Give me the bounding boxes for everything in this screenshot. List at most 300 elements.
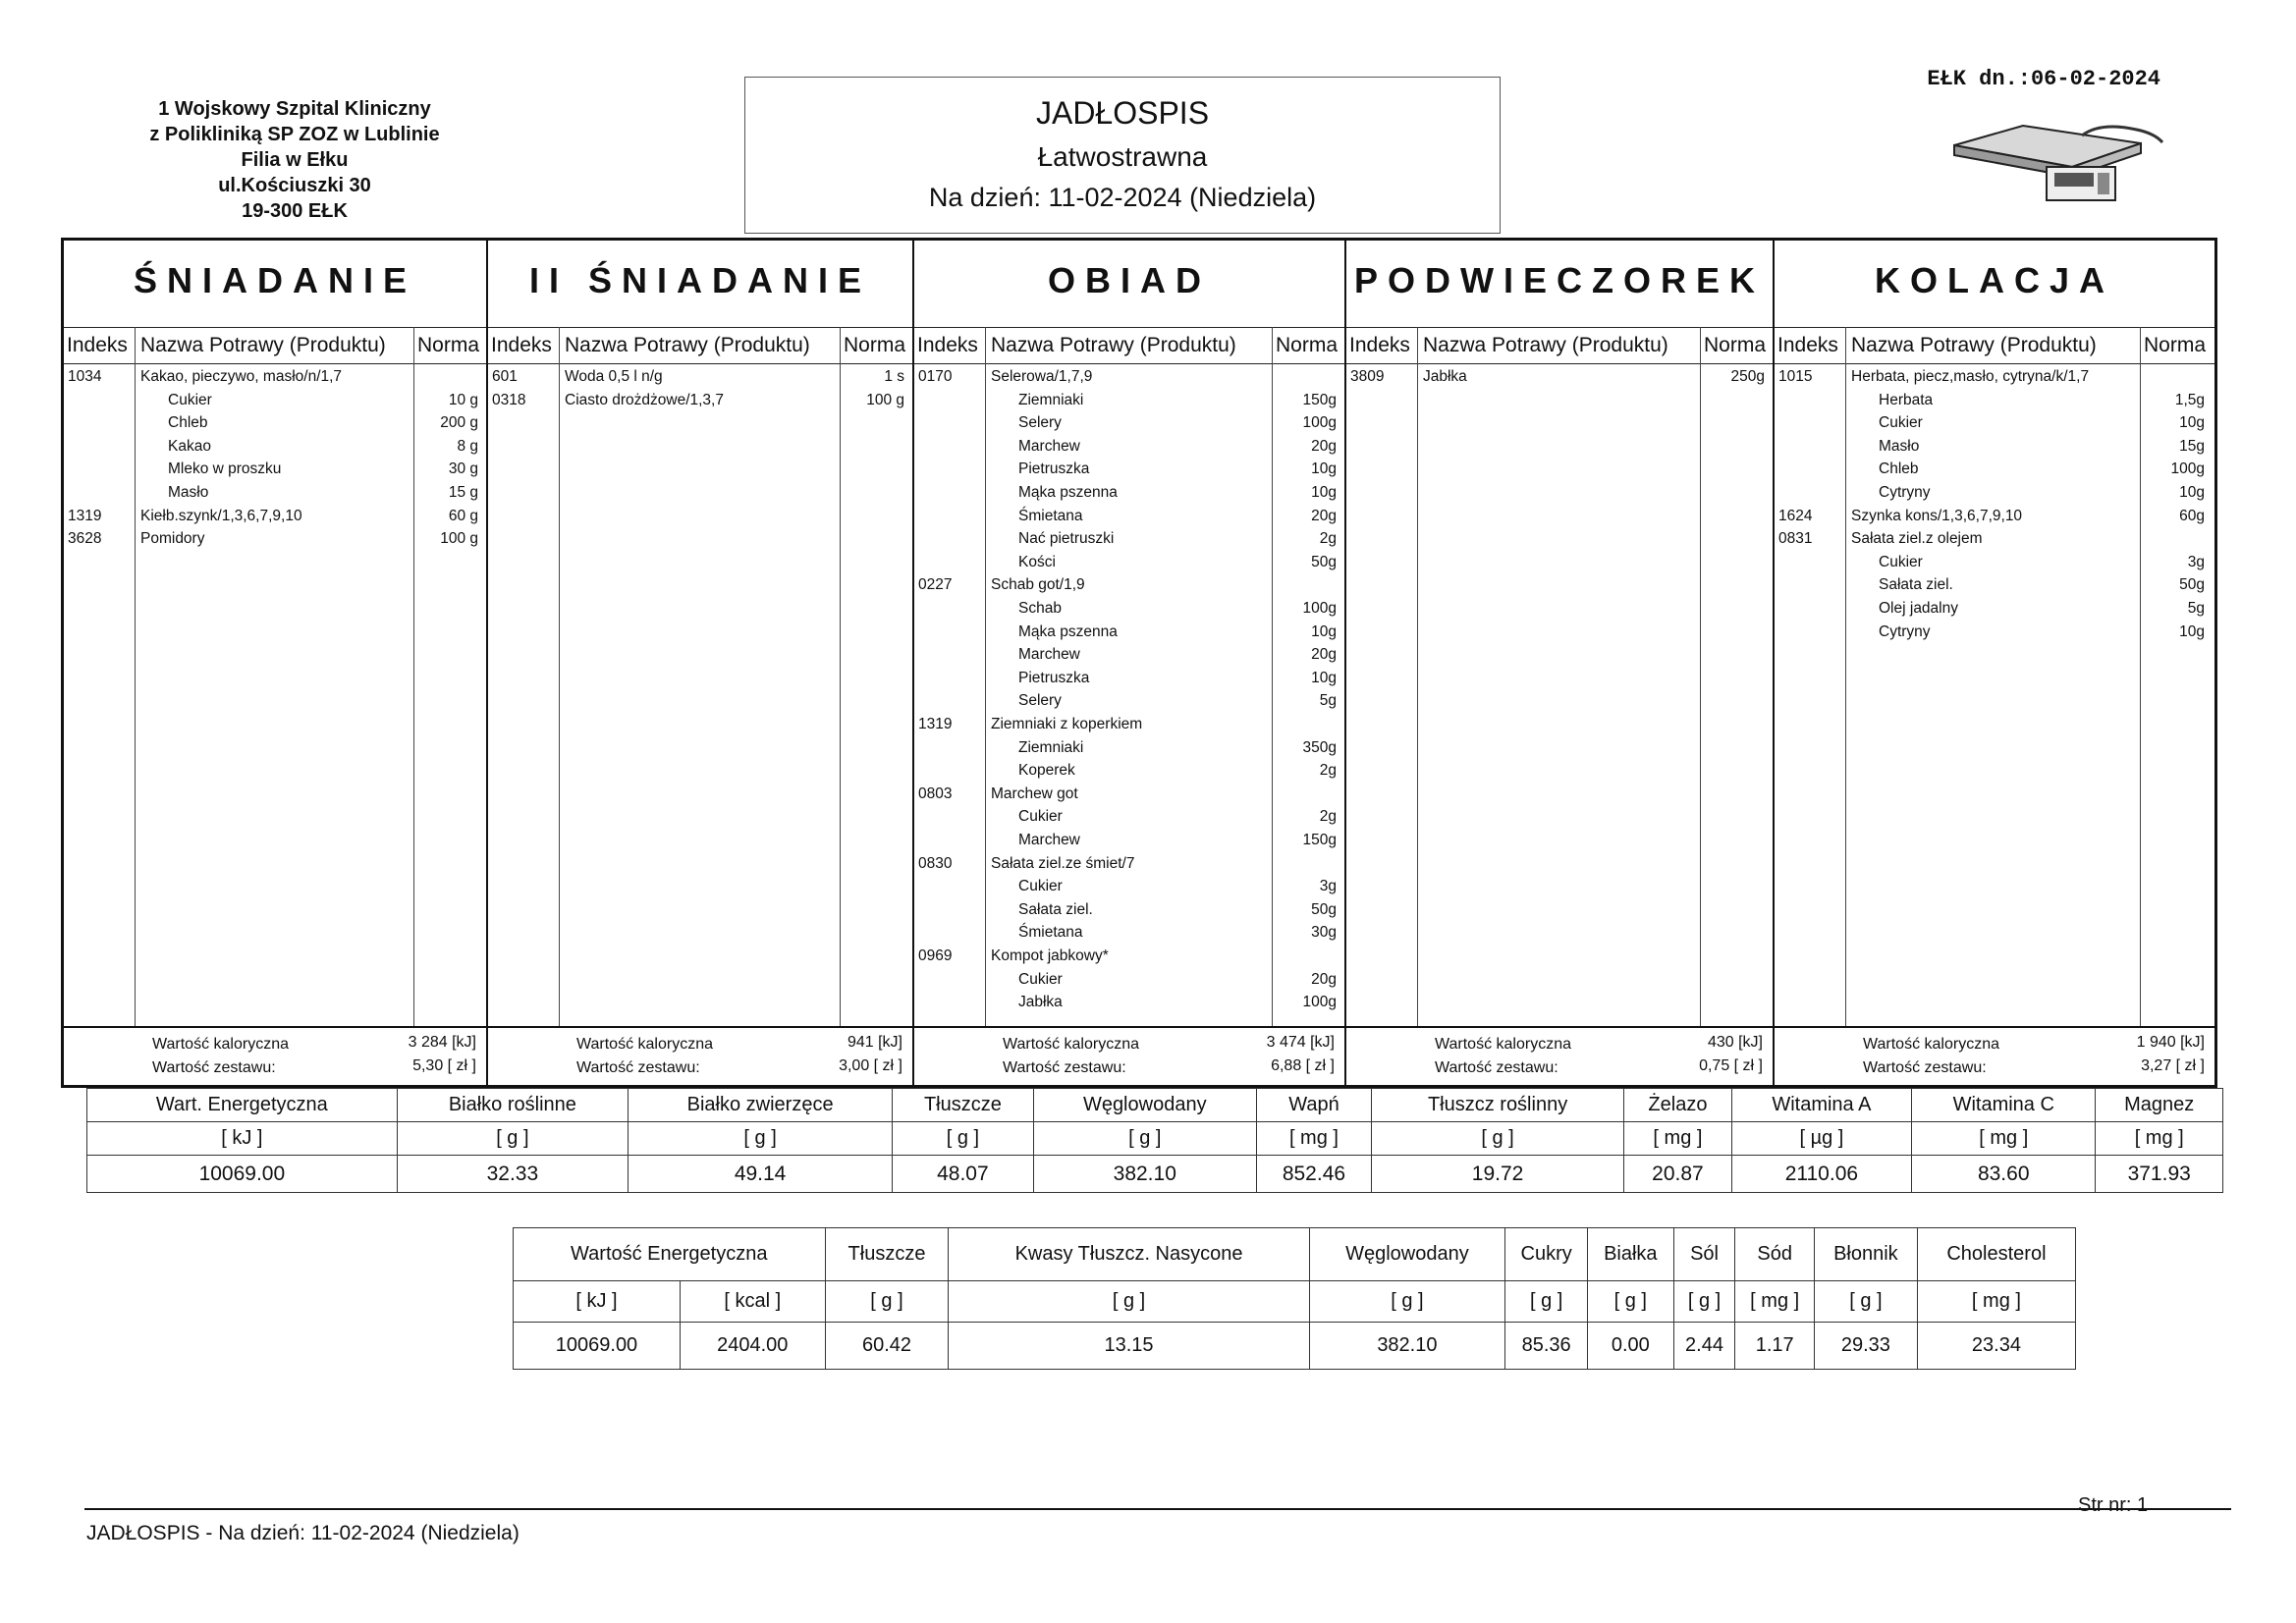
meal-column (1775, 241, 2214, 1085)
summary-header-cell: Sód (1735, 1228, 1814, 1281)
menu-item-row (64, 414, 486, 436)
menu-item-row (1775, 576, 2214, 598)
item-name: Masło (168, 484, 209, 501)
item-norm: 3g (2187, 553, 2205, 570)
item-norm: 60 g (448, 507, 478, 524)
item-name: Chleb (168, 414, 208, 432)
menu-item-row (914, 762, 1344, 784)
summary-header-cell: Wartość Energetyczna (514, 1228, 826, 1281)
item-norm: 50g (2179, 576, 2205, 594)
cost-value: 5,30 [ zł ] (412, 1057, 476, 1074)
nutrition-cell: 10069.00 (87, 1156, 398, 1193)
menu-item-row (914, 368, 1344, 390)
item-norm: 30 g (448, 460, 478, 478)
item-norm: 150g (1302, 832, 1337, 848)
energy-value: 1 940 [kJ] (2136, 1034, 2205, 1051)
menu-item-row (914, 530, 1344, 552)
nutrition-cell: [ g ] (1372, 1122, 1624, 1156)
menu-item-row (64, 438, 486, 460)
meal-footer (488, 1026, 912, 1085)
summary-cell: 23.34 (1917, 1323, 2075, 1370)
nutrition-cell: Węglowodany (1033, 1089, 1256, 1122)
summary-cell: [ kcal ] (680, 1281, 825, 1323)
item-norm: 250g (1730, 368, 1765, 385)
column-header-index: Indeks (491, 334, 552, 356)
issue-date: EŁK dn.:06-02-2024 (1927, 67, 2160, 91)
nutrition-cell: [ kJ ] (87, 1122, 398, 1156)
column-header-norm: Norma (1704, 334, 1767, 356)
nutrition-units-row (87, 1122, 2223, 1156)
item-norm: 20g (1311, 970, 1337, 988)
item-name: Jabłka (1018, 994, 1063, 1011)
nutrition-cell: [ µg ] (1731, 1122, 1911, 1156)
nutrition-cell: 32.33 (397, 1156, 628, 1193)
item-norm: 20g (1311, 437, 1337, 455)
summary-header-cell: Cukry (1505, 1228, 1588, 1281)
summary-values-row (514, 1323, 2076, 1370)
menu-item-row (1775, 508, 2214, 529)
item-norm: 10g (1311, 622, 1337, 640)
item-name: Mąka pszenna (1018, 622, 1118, 640)
item-norm: 10g (1311, 484, 1337, 501)
menu-item-row (64, 368, 486, 390)
item-norm: 10g (1311, 669, 1337, 686)
item-norm: 2g (1319, 762, 1337, 780)
menu-item-row (914, 901, 1344, 923)
item-norm: 100g (1302, 994, 1337, 1011)
column-header-row (64, 327, 486, 364)
menu-item-row (64, 392, 486, 413)
item-norm: 100g (1302, 600, 1337, 617)
item-name: Selerowa/1,7,9 (991, 368, 1093, 385)
summary-header-cell: Cholesterol (1917, 1228, 2075, 1281)
item-name: Sałata ziel. (1018, 900, 1093, 918)
menu-item-row (1775, 438, 2214, 460)
item-name: Ciasto drożdżowe/1,3,7 (565, 391, 724, 408)
item-name: Pietruszka (1018, 460, 1090, 478)
item-name: Śmietana (1018, 924, 1083, 942)
nutrition-cell: Żelazo (1624, 1089, 1732, 1122)
item-index: 0318 (492, 391, 526, 408)
item-name: Herbata, piecz,masło, cytryna/k/1,7 (1851, 368, 2090, 385)
column-header-index: Indeks (1777, 334, 1838, 356)
item-norm: 50g (1311, 553, 1337, 570)
column-header-row (914, 327, 1344, 364)
column-header-name: Nazwa Potrawy (Produktu) (565, 334, 810, 356)
item-index: 0803 (918, 784, 953, 802)
summary-cell: 1.17 (1735, 1323, 1814, 1370)
column-header-norm: Norma (1276, 334, 1339, 356)
nutrition-headers-row (87, 1089, 2223, 1122)
item-name: Marchew got (991, 784, 1078, 802)
energy-value: 3 284 [kJ] (408, 1034, 476, 1051)
energy-value: 430 [kJ] (1707, 1034, 1763, 1051)
menu-item-row (914, 947, 1344, 969)
column-header-norm: Norma (417, 334, 480, 356)
energy-value: 941 [kJ] (847, 1034, 902, 1051)
item-norm: 200 g (440, 414, 478, 432)
menu-item-row (64, 484, 486, 506)
nutrition-cell: 48.07 (893, 1156, 1033, 1193)
summary-header-cell: Kwasy Tłuszcz. Nasycone (949, 1228, 1309, 1281)
column-header-name: Nazwa Potrawy (Produktu) (1423, 334, 1668, 356)
menu-item-row (914, 971, 1344, 993)
energy-label: Wartość kaloryczna (1435, 1036, 1571, 1053)
nutrition-cell: Tłuszcze (893, 1089, 1033, 1122)
menu-item-row (1775, 368, 2214, 390)
footer-menu-date: JADŁOSPIS - Na dzień: 11-02-2024 (Niedziela) (86, 1522, 519, 1544)
energy-value: 3 474 [kJ] (1266, 1034, 1335, 1051)
column-divider (559, 327, 560, 1028)
menu-item-row (488, 368, 912, 390)
menu-item-row (914, 670, 1344, 691)
item-name: Cukier (168, 391, 212, 408)
item-norm: 150g (1302, 391, 1337, 408)
item-name: Nać pietruszki (1018, 530, 1115, 548)
column-header-name: Nazwa Potrawy (Produktu) (991, 334, 1236, 356)
item-name: Kości (1018, 553, 1056, 570)
menu-item-row (914, 716, 1344, 737)
column-divider (1700, 327, 1701, 1028)
meal-footer (1775, 1026, 2214, 1085)
nutrition-cell: 83.60 (1912, 1156, 2096, 1193)
nutrition-cell: [ mg ] (2096, 1122, 2223, 1156)
nutrition-cell: Tłuszcz roślinny (1372, 1089, 1624, 1122)
nutrition-cell: Białko roślinne (397, 1089, 628, 1122)
item-norm: 100 g (440, 530, 478, 548)
diet-name: Łatwostrawna (1037, 141, 1208, 172)
item-norm: 1,5g (2174, 391, 2205, 408)
menu-item-row (914, 600, 1344, 622)
summary-headers-row (514, 1228, 2076, 1281)
nutrition-cell: Wart. Energetyczna (87, 1089, 398, 1122)
item-name: Herbata (1879, 391, 1934, 408)
item-index: 1624 (1778, 507, 1813, 524)
item-index: 3809 (1350, 368, 1385, 385)
item-index: 0830 (918, 854, 953, 872)
item-name: Marchew (1018, 832, 1080, 848)
menu-item-row (914, 414, 1344, 436)
column-header-norm: Norma (2144, 334, 2207, 356)
summary-header-cell: Białka (1588, 1228, 1673, 1281)
cost-label: Wartość zestawu: (152, 1059, 276, 1076)
item-name: Marchew (1018, 646, 1080, 664)
item-norm: 10g (2179, 622, 2205, 640)
menu-item-row (914, 855, 1344, 877)
cost-label: Wartość zestawu: (1863, 1059, 1987, 1076)
summary-cell: [ mg ] (1735, 1281, 1814, 1323)
menu-item-row (914, 392, 1344, 413)
nutrition-cell: [ mg ] (1256, 1122, 1371, 1156)
nutrition-cell: Witamina A (1731, 1089, 1911, 1122)
menu-item-row (914, 878, 1344, 899)
column-divider (840, 327, 841, 1028)
item-name: Ziemniaki (1018, 738, 1084, 756)
meal-title: ŚNIADANIE (133, 260, 417, 300)
item-index: 1319 (68, 507, 102, 524)
item-name: Jabłka (1423, 368, 1467, 385)
summary-cell: [ kJ ] (514, 1281, 681, 1323)
item-index: 0170 (918, 368, 953, 385)
nutrition-values-row (87, 1156, 2223, 1193)
item-name: Mleko w proszku (168, 460, 282, 478)
summary-cell: 85.36 (1505, 1323, 1588, 1370)
summary-header-cell: Tłuszcze (825, 1228, 949, 1281)
meal-column (914, 241, 1346, 1085)
item-norm: 20g (1311, 646, 1337, 664)
menu-item-row (1346, 368, 1773, 390)
menu-item-row (914, 646, 1344, 668)
menu-item-row (1775, 530, 2214, 552)
item-name: Kompot jabkowy* (991, 947, 1109, 964)
item-norm: 15 g (448, 484, 478, 501)
column-header-name: Nazwa Potrawy (Produktu) (1851, 334, 2097, 356)
item-name: Szynka kons/1,3,6,7,9,10 (1851, 507, 2023, 524)
energy-label: Wartość kaloryczna (576, 1036, 713, 1053)
item-name: Pomidory (140, 530, 205, 548)
item-name: Ziemniaki z koperkiem (991, 716, 1143, 732)
hospital-line-3: Filia w Ełku (241, 149, 349, 171)
item-norm: 350g (1302, 738, 1337, 756)
item-norm: 15g (2179, 437, 2205, 455)
item-index: 0969 (918, 947, 953, 964)
summary-cell: [ g ] (1505, 1281, 1588, 1323)
item-index: 1034 (68, 368, 102, 385)
menu-item-row (1775, 484, 2214, 506)
nutrition-cell: [ g ] (397, 1122, 628, 1156)
menu-item-row (914, 692, 1344, 714)
menu-item-row (914, 808, 1344, 830)
item-name: Ziemniaki (1018, 391, 1084, 408)
document-title: JADŁOSPIS (1035, 95, 1210, 131)
summary-cell: [ g ] (1309, 1281, 1505, 1323)
summary-cell: 2.44 (1673, 1323, 1735, 1370)
daily-nutrition-table (86, 1088, 2223, 1193)
item-norm: 30g (1311, 924, 1337, 942)
summary-cell: 29.33 (1814, 1323, 1917, 1370)
cost-label: Wartość zestawu: (576, 1059, 700, 1076)
summary-units-row (514, 1281, 2076, 1323)
nutrition-cell: Witamina C (1912, 1089, 2096, 1122)
cost-value: 3,00 [ zł ] (839, 1057, 902, 1074)
item-index: 1015 (1778, 368, 1813, 385)
summary-cell: 10069.00 (514, 1323, 681, 1370)
page-number: Str nr: 1 (2078, 1494, 2149, 1516)
menu-item-row (914, 785, 1344, 807)
item-norm: 3g (1319, 878, 1337, 895)
nutrition-cell: 19.72 (1372, 1156, 1624, 1193)
item-name: Sałata ziel. (1879, 576, 1953, 594)
item-norm: 10g (1311, 460, 1337, 478)
menu-item-row (1775, 623, 2214, 645)
title-box (744, 77, 1501, 234)
meal-footer (64, 1026, 486, 1085)
item-name: Kakao (168, 437, 211, 455)
nutrition-cell: [ g ] (1033, 1122, 1256, 1156)
item-norm: 10g (2179, 414, 2205, 432)
item-name: Koperek (1018, 762, 1075, 780)
menu-item-row (914, 832, 1344, 853)
hospital-line-2: z Polikliniką SP ZOZ w Lublinie (149, 124, 440, 145)
summary-cell: 0.00 (1588, 1323, 1673, 1370)
nutrition-cell: [ g ] (893, 1122, 1033, 1156)
item-norm: 50g (1311, 900, 1337, 918)
item-name: Schab (1018, 600, 1062, 617)
menu-item-row (914, 484, 1344, 506)
menu-item-row (914, 508, 1344, 529)
item-name: Sałata ziel.z olejem (1851, 530, 1983, 548)
item-name: Pietruszka (1018, 669, 1090, 686)
nutrition-cell: 20.87 (1624, 1156, 1732, 1193)
meal-title: KOLACJA (1874, 260, 2114, 300)
nutrition-cell: Wapń (1256, 1089, 1371, 1122)
item-name: Kiełb.szynk/1,3,6,7,9,10 (140, 507, 302, 524)
nutrition-summary-table (513, 1227, 2076, 1370)
item-norm: 100 g (866, 391, 904, 408)
menu-item-row (914, 554, 1344, 575)
cost-value: 6,88 [ zł ] (1271, 1057, 1335, 1074)
book-computer-logo (1944, 116, 2170, 209)
item-norm: 8 g (457, 437, 478, 455)
item-norm: 5g (1319, 692, 1337, 710)
energy-label: Wartość kaloryczna (1863, 1036, 1999, 1053)
cost-label: Wartość zestawu: (1435, 1059, 1558, 1076)
item-name: Sałata ziel.ze śmiet/7 (991, 854, 1135, 872)
item-index: 3628 (68, 530, 102, 548)
meal-title: OBIAD (1048, 260, 1211, 300)
column-divider (1417, 327, 1418, 1028)
menu-item-row (914, 739, 1344, 761)
nutrition-cell: [ g ] (629, 1122, 893, 1156)
nutrition-cell: [ mg ] (1624, 1122, 1732, 1156)
item-norm: 20g (1311, 507, 1337, 524)
item-norm: 100g (1302, 414, 1337, 432)
item-name: Masło (1879, 437, 1920, 455)
cost-label: Wartość zestawu: (1003, 1059, 1126, 1076)
item-index: 0831 (1778, 530, 1813, 548)
hospital-line-4: ul.Kościuszki 30 (218, 175, 371, 196)
nutrition-cell: [ mg ] (1912, 1122, 2096, 1156)
item-name: Cytryny (1879, 622, 1931, 640)
meal-menu-table (61, 238, 2217, 1088)
summary-cell: [ mg ] (1917, 1281, 2075, 1323)
footer-divider (84, 1508, 2231, 1510)
item-index: 0227 (918, 576, 953, 594)
item-name: Selery (1018, 692, 1062, 710)
meal-column (1346, 241, 1775, 1085)
meal-column (488, 241, 914, 1085)
menu-item-row (64, 508, 486, 529)
column-header-index: Indeks (917, 334, 978, 356)
item-name: Śmietana (1018, 507, 1083, 524)
meal-title: PODWIECZOREK (1353, 260, 1765, 300)
menu-item-row (64, 530, 486, 552)
nutrition-cell: 371.93 (2096, 1156, 2223, 1193)
nutrition-cell: Białko zwierzęce (629, 1089, 893, 1122)
menu-date: Na dzień: 11-02-2024 (Niedziela) (928, 183, 1317, 212)
nutrition-cell: 49.14 (629, 1156, 893, 1193)
menu-item-row (914, 994, 1344, 1015)
nutrition-cell: 2110.06 (1731, 1156, 1911, 1193)
summary-cell: 60.42 (825, 1323, 949, 1370)
column-header-row (488, 327, 912, 364)
menu-item-row (914, 576, 1344, 598)
column-header-row (1346, 327, 1773, 364)
summary-cell: [ g ] (949, 1281, 1309, 1323)
item-norm: 10g (2179, 484, 2205, 501)
column-header-norm: Norma (844, 334, 906, 356)
nutrition-cell: Magnez (2096, 1089, 2223, 1122)
column-header-name: Nazwa Potrawy (Produktu) (140, 334, 386, 356)
cost-value: 0,75 [ zł ] (1699, 1057, 1763, 1074)
column-header-index: Indeks (1349, 334, 1410, 356)
menu-item-row (914, 623, 1344, 645)
item-name: Cytryny (1879, 484, 1931, 501)
summary-cell: 2404.00 (680, 1323, 825, 1370)
item-name: Cukier (1018, 970, 1063, 988)
hospital-line-1: 1 Wojskowy Szpital Kliniczny (158, 98, 431, 120)
menu-item-row (1775, 414, 2214, 436)
item-norm: 2g (1319, 808, 1337, 826)
item-name: Mąka pszenna (1018, 484, 1118, 501)
menu-item-row (914, 460, 1344, 482)
item-name: Olej jadalny (1879, 600, 1958, 617)
summary-cell: [ g ] (1814, 1281, 1917, 1323)
menu-item-row (64, 460, 486, 482)
meal-footer (914, 1026, 1344, 1085)
menu-item-row (1775, 392, 2214, 413)
summary-header-cell: Błonnik (1814, 1228, 1917, 1281)
hospital-line-5: 19-300 EŁK (242, 200, 348, 222)
energy-label: Wartość kaloryczna (152, 1036, 289, 1053)
item-name: Cukier (1018, 808, 1063, 826)
summary-cell: [ g ] (825, 1281, 949, 1323)
summary-cell: [ g ] (1673, 1281, 1735, 1323)
column-header-row (1775, 327, 2214, 364)
menu-item-row (914, 924, 1344, 946)
meal-column (64, 241, 488, 1085)
item-name: Schab got/1,9 (991, 576, 1085, 594)
summary-header-cell: Sól (1673, 1228, 1735, 1281)
item-index: 1319 (918, 716, 953, 732)
summary-cell: 13.15 (949, 1323, 1309, 1370)
item-norm: 100g (2170, 460, 2205, 478)
item-name: Cukier (1879, 414, 1923, 432)
column-header-index: Indeks (67, 334, 128, 356)
item-name: Marchew (1018, 437, 1080, 455)
menu-item-row (1775, 600, 2214, 622)
cost-value: 3,27 [ zł ] (2141, 1057, 2205, 1074)
item-name: Chleb (1879, 460, 1919, 478)
summary-cell: 382.10 (1309, 1323, 1505, 1370)
summary-cell: [ g ] (1588, 1281, 1673, 1323)
meal-footer (1346, 1026, 1773, 1085)
item-name: Cukier (1018, 878, 1063, 895)
energy-label: Wartość kaloryczna (1003, 1036, 1139, 1053)
item-norm: 1 s (884, 368, 904, 385)
meal-title: II ŚNIADANIE (528, 260, 872, 300)
menu-item-row (1775, 554, 2214, 575)
hospital-address (108, 96, 481, 224)
item-norm: 60g (2179, 507, 2205, 524)
menu-item-row (488, 392, 912, 413)
item-name: Cukier (1879, 553, 1923, 570)
nutrition-cell: 382.10 (1033, 1156, 1256, 1193)
item-norm: 2g (1319, 530, 1337, 548)
item-name: Selery (1018, 414, 1062, 432)
item-norm: 10 g (448, 391, 478, 408)
summary-header-cell: Węglowodany (1309, 1228, 1505, 1281)
